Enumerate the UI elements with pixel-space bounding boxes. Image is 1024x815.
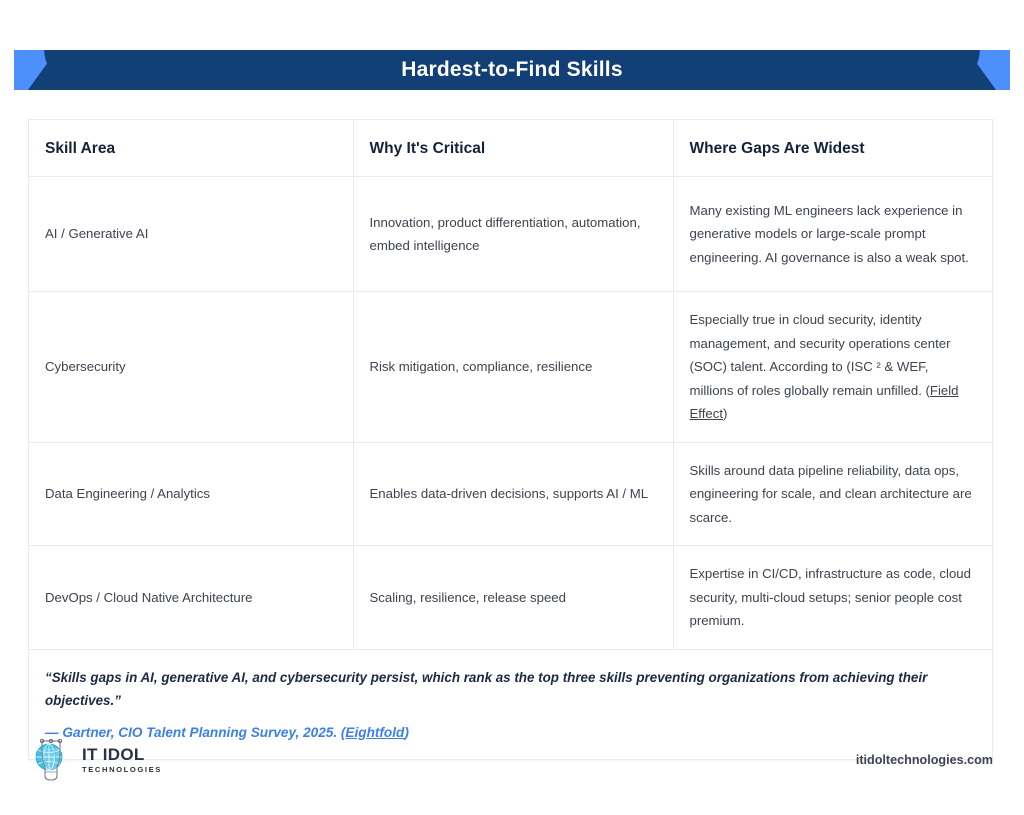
cell-why-critical: Scaling, resilience, release speed — [353, 546, 673, 650]
attribution-text: — Gartner, CIO Talent Planning Survey, 2025. ( — [45, 724, 346, 740]
table-row — [29, 546, 992, 650]
logo-name: IT IDOL — [82, 745, 145, 765]
column-header-why-critical: Why It's Critical — [353, 120, 673, 177]
gap-text-tail: ) — [722, 406, 728, 421]
brand-logo — [28, 736, 162, 784]
quote-text: “Skills gaps in AI, generative AI, and cybersecurity persist, which rank as the top three skills preventing organizations from achieving their objectives.” — [45, 669, 928, 708]
cell-where-gaps — [673, 292, 992, 443]
cell-where-gaps — [673, 442, 992, 546]
gap-text: Many existing ML engineers lack experience in generative models or large-scale prompt engineering. AI governance is also a weak spot. — [689, 202, 969, 265]
lightbulb-globe-icon — [28, 736, 74, 784]
logo-wordmark — [82, 746, 162, 774]
table-row — [29, 442, 992, 546]
table-header-row — [29, 120, 992, 177]
skills-table — [29, 120, 992, 759]
column-header-where-gaps: Where Gaps Are Widest — [673, 120, 992, 177]
logo-tagline: TECHNOLOGIES — [82, 765, 162, 775]
table-row — [29, 292, 992, 443]
page-footer — [28, 730, 993, 790]
column-header-skill-area: Skill Area — [29, 120, 353, 177]
gap-text: Expertise in CI/CD, infrastructure as code, cloud security, multi-cloud setups; senior people cost premium. — [689, 566, 971, 628]
eightfold-link[interactable]: Eightfold — [345, 724, 405, 740]
field-effect-link[interactable]: Field Effect — [689, 382, 959, 421]
gap-text: Especially true in cloud security, identity management, and security operations center (SOC) talent. According to (ISC ² & WEF, millions of roles globally remain unfilled. ( — [689, 312, 951, 398]
cell-skill-area: DevOps / Cloud Native Architecture — [29, 546, 353, 650]
table-row — [29, 177, 992, 292]
website-url: itidoltechnologies.com — [855, 753, 993, 767]
header-banner — [14, 50, 1010, 90]
cell-skill-area: Data Engineering / Analytics — [29, 442, 353, 546]
cell-where-gaps — [673, 546, 992, 650]
cell-why-critical: Innovation, product differentiation, automation, embed intelligence — [353, 177, 673, 292]
skills-table-card — [28, 119, 993, 760]
cell-why-critical: Risk mitigation, compliance, resilience — [353, 292, 673, 443]
attribution-text-tail: ) — [404, 724, 409, 740]
cell-skill-area: AI / Generative AI — [29, 177, 353, 292]
cell-why-critical: Enables data-driven decisions, supports AI / ML — [353, 442, 673, 546]
cell-skill-area: Cybersecurity — [29, 292, 353, 443]
page-title: Hardest-to-Find Skills — [401, 58, 623, 81]
cell-where-gaps — [673, 177, 992, 292]
gap-text: Skills around data pipeline reliability, data ops, engineering for scale, and clean architecture are scarce. — [689, 462, 972, 525]
